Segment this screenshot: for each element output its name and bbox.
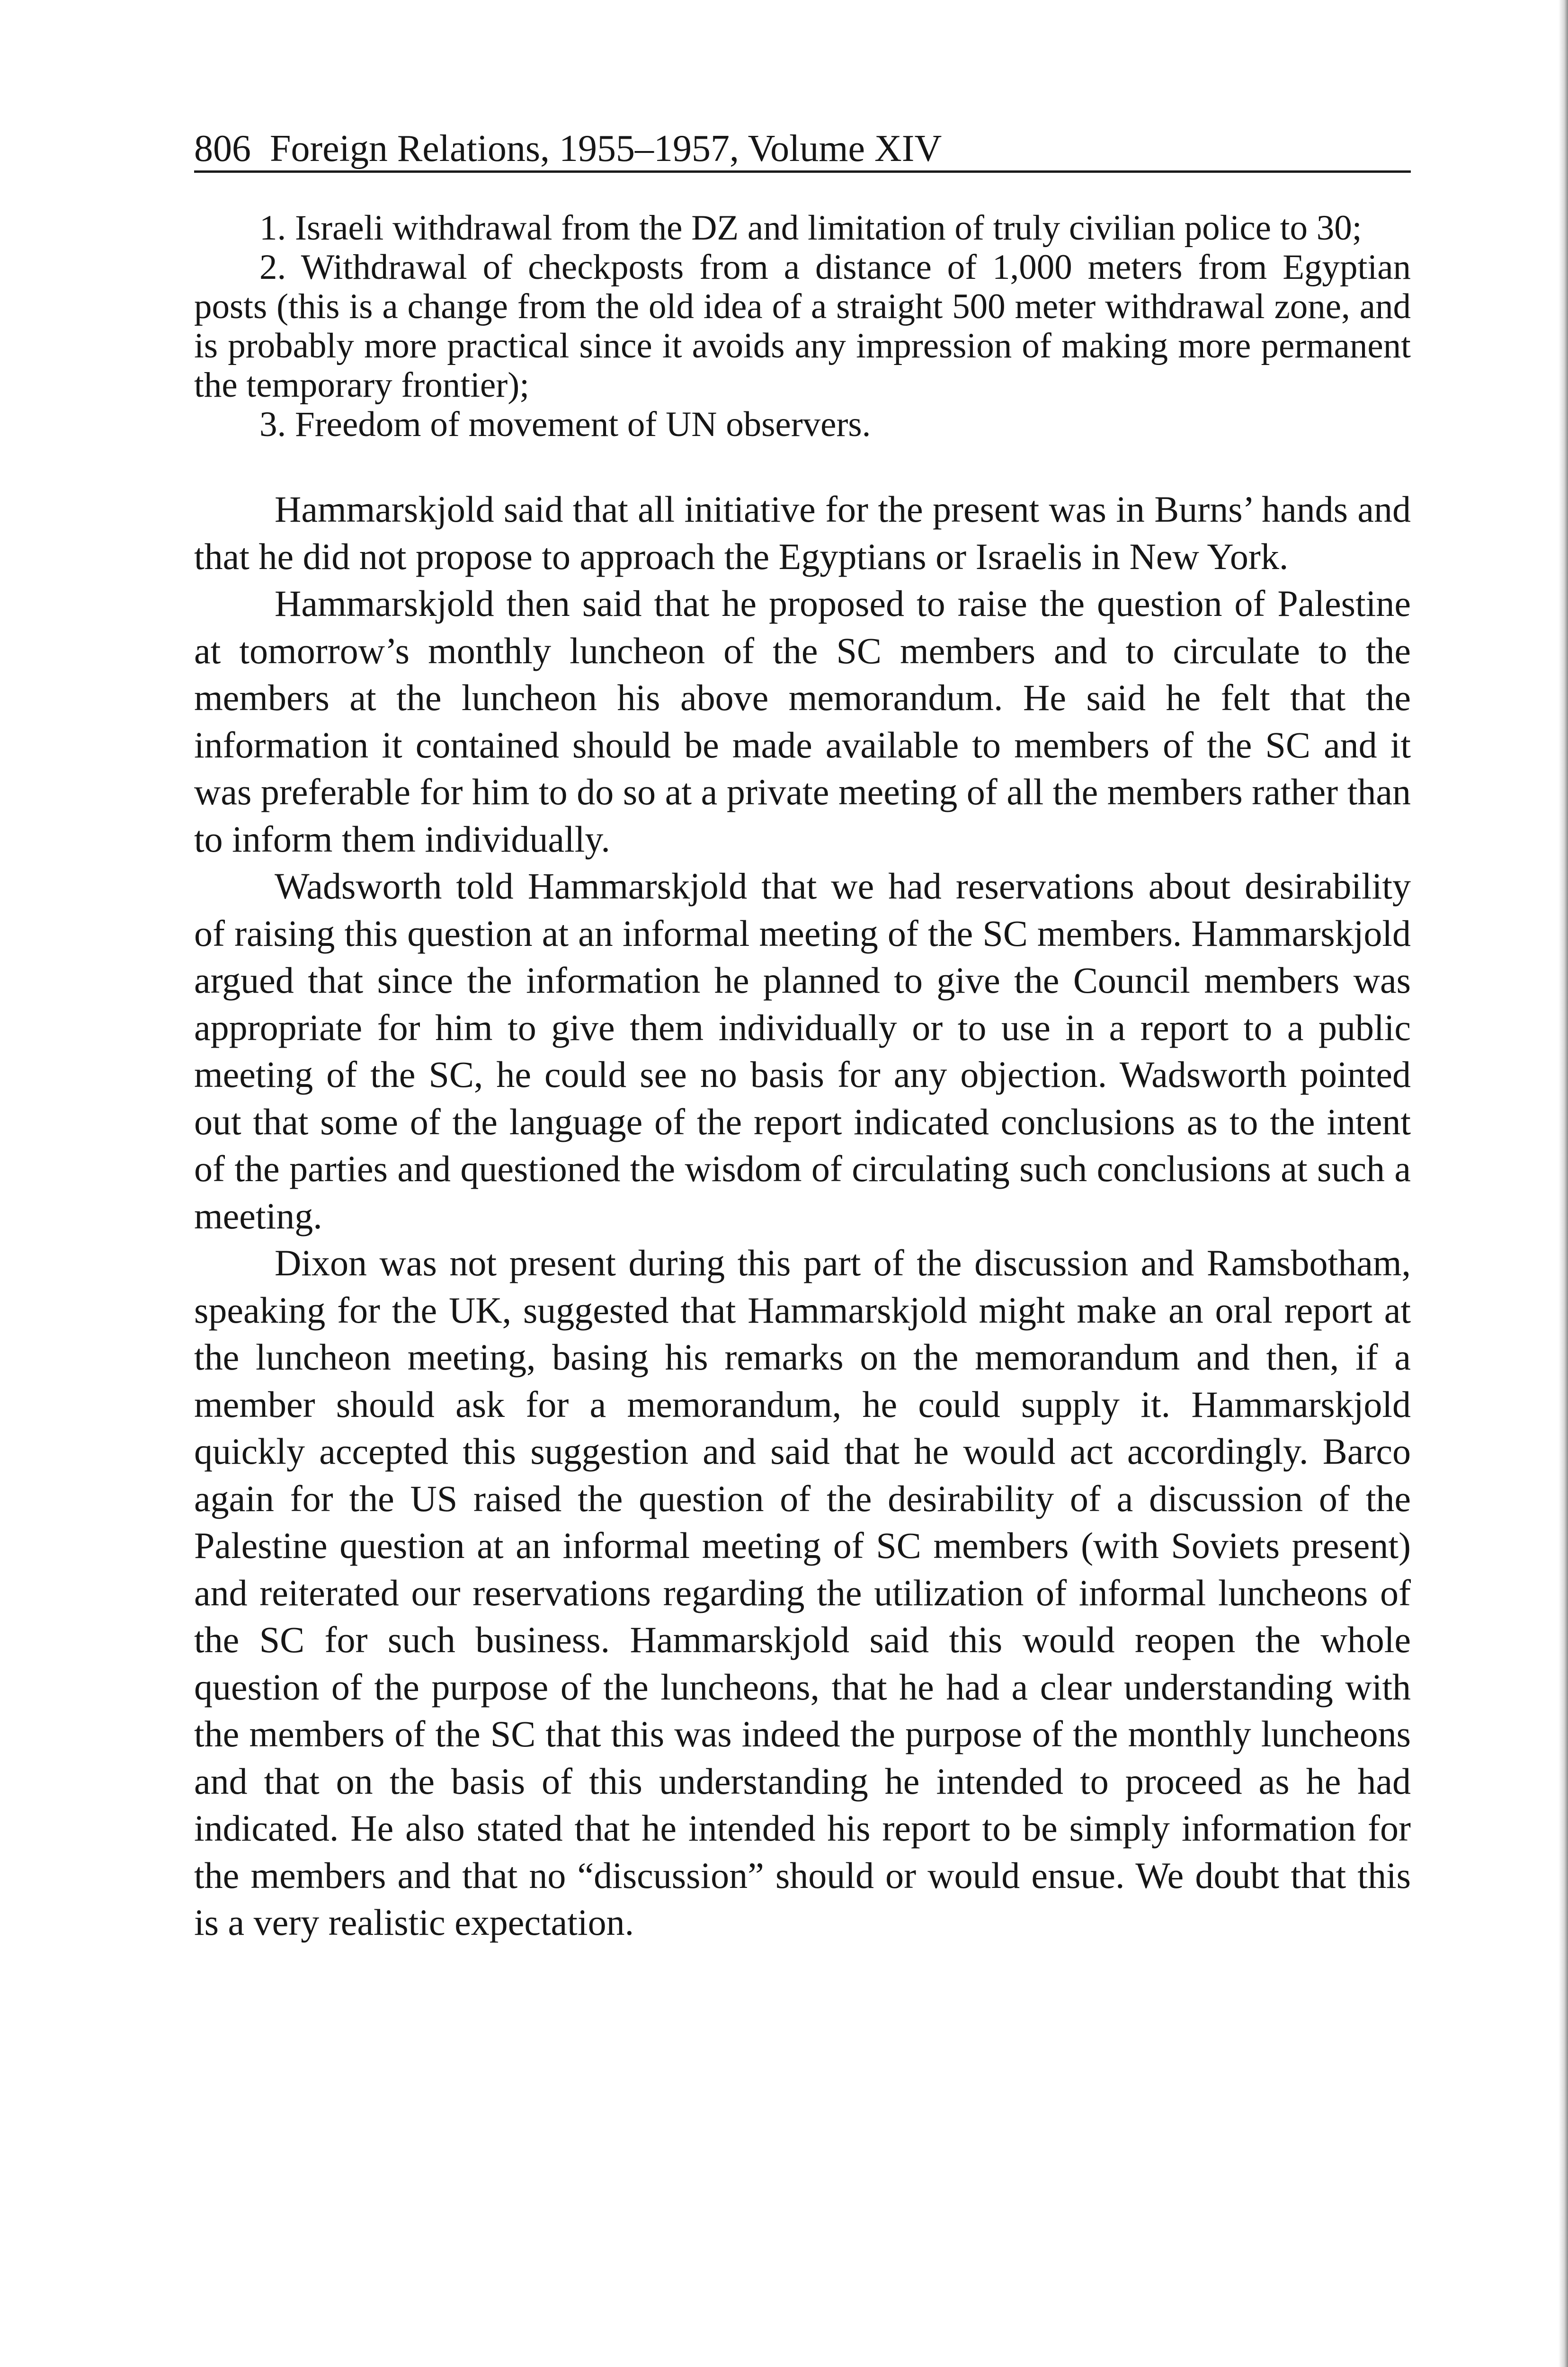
list-item: 1. Israeli withdrawal from the DZ and limitation of truly civilian police to 30; [259, 208, 1362, 248]
paragraph: Dixon was not present during this part of the discussion and Ramsbotham, speaking for the UK, suggested that Hammarskjold might make an oral report at the luncheon meeting, basing his remarks on the memorandum and then, if a member should ask for a memorandum, he could supply it. Hammarskjold quickly accepted this suggestion and said that he would act accordingly. Barco again for the US raised the question of the desirability of a discussion of the Palestine question at an informal meeting of SC members (with Soviets present) and reiterated our reservations regarding the utilization of informal luncheons of the SC for such business. Hammarskjold said this would reopen the whole question of the purpose of the luncheons, that he had a clear understanding with the members of the SC that this was indeed the purpose of the monthly luncheons and that on the basis of this understanding he intended to proceed as he had indicated. He also stated that he intended his report to be simply information for the members and that no “discussion” should or would ensue. We doubt that this is a very realistic expectation. [194, 1242, 1411, 1943]
paragraph: Wadsworth told Hammarskjold that we had reservations about desirability of raising this question at an informal meeting of the SC members. Hammarskjold argued that since the information he planned to give the Council members was appropriate for him to give them individually or to use in a report to a public meeting of the SC, he could see no basis for any objection. Wadsworth pointed out that some of the language of the report indicated conclusions as to the intent of the parties and questioned the wisdom of circulating such conclusions at such a meeting. [194, 865, 1411, 1237]
page-number: 806 [194, 128, 251, 169]
scan-edge-shadow [1559, 0, 1568, 2367]
running-head [194, 127, 1411, 173]
running-title: Foreign Relations, 1955–1957, Volume XIV [270, 128, 942, 169]
list-item: 3. Freedom of movement of UN observers. [259, 405, 871, 444]
document-body [194, 208, 1411, 1946]
paragraph: Hammarskjold then said that he proposed to raise the question of Palestine at tomorrow’s monthly luncheon of the SC members and to circulate to the members at the luncheon his above memorandum. He said he felt that the information it contained should be made available to members of the SC and it was preferable for him to do so at a private meeting of all the members rather than to inform them individually. [194, 583, 1411, 860]
body-paragraphs [194, 486, 1411, 1946]
numbered-list [194, 208, 1411, 444]
list-item: 2. Withdrawal of checkposts from a distance of 1,000 meters from Egyptian posts (this is a change from the old idea of a straight 500 meter withdrawal zone, and is probably more practical since it avoids any impression of making more permanent the temporary frontier); [194, 248, 1411, 405]
paragraph: Hammarskjold said that all initiative for the present was in Burns’ hands and that he did not propose to approach the Egyptians or Israelis in New York. [194, 489, 1411, 577]
